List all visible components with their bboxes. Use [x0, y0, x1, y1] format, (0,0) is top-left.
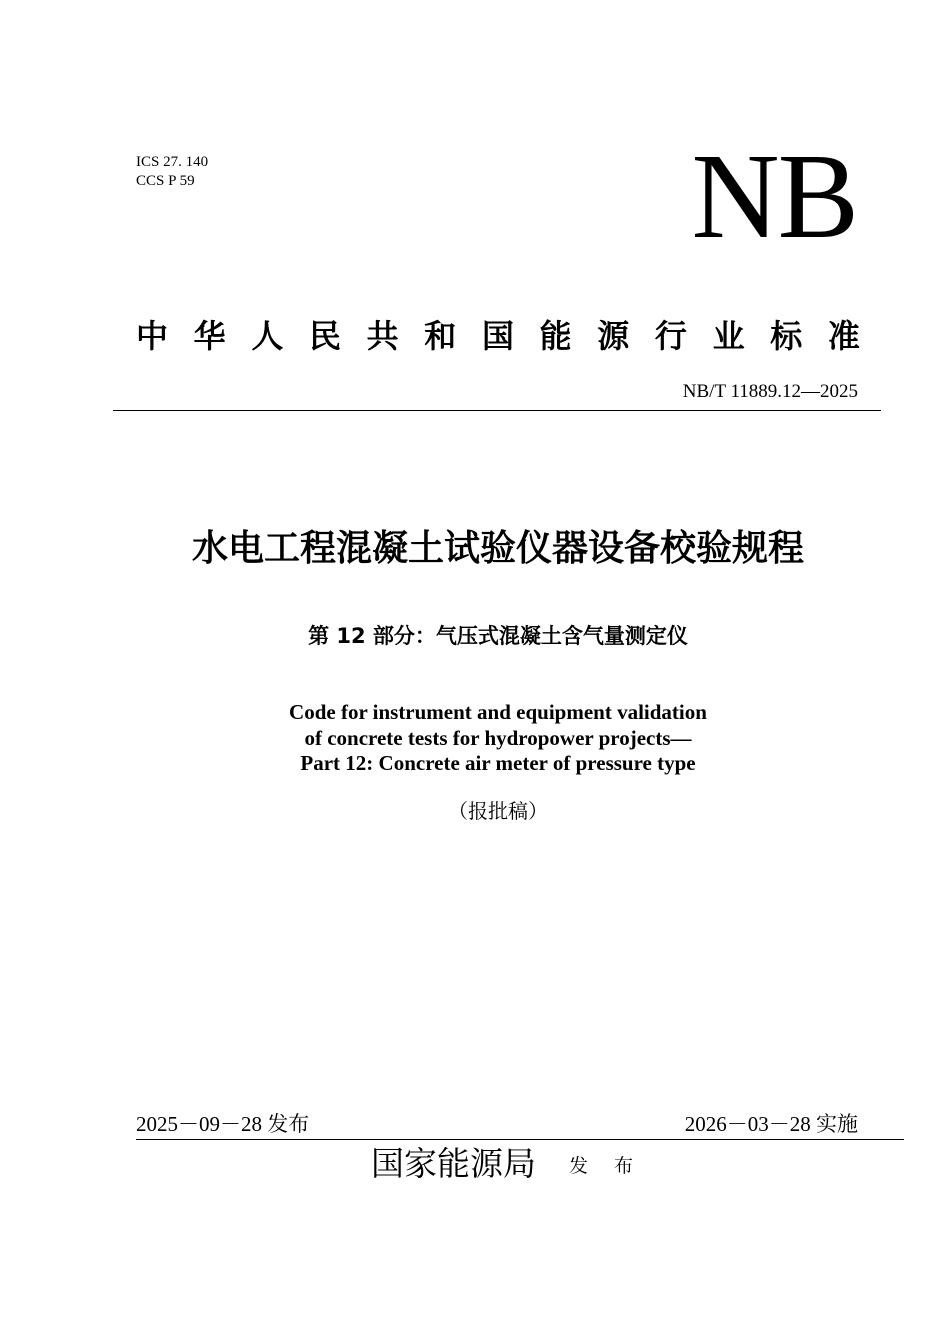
category-char: 和: [424, 317, 457, 355]
category-char: 华: [193, 317, 226, 355]
category-char: 标: [770, 317, 803, 355]
category-char: 中: [136, 317, 169, 355]
category-char: 民: [308, 317, 341, 355]
category-char: 源: [597, 317, 630, 355]
nb-logo: NB: [691, 129, 857, 264]
implement-label: 实施: [816, 1112, 858, 1136]
document-title-en-line: of concrete tests for hydropower projects—: [304, 726, 692, 750]
document-title-cn: 水电工程混凝土试验仪器设备校验规程: [191, 528, 804, 569]
top-divider: [113, 410, 881, 411]
category-char: 准: [827, 317, 860, 355]
category-char: 行: [654, 317, 687, 355]
implement-date: [685, 1110, 858, 1138]
release-label: 发布: [267, 1112, 310, 1136]
issuer-name: 国家能源局: [371, 1144, 536, 1183]
category-char: 能: [539, 317, 572, 355]
category-char: 国: [481, 317, 514, 355]
standard-number: NB/T 11889.12—2025: [682, 381, 858, 402]
release-date: [136, 1110, 309, 1138]
ics-code: ICS 27. 140: [136, 154, 209, 170]
document-title-en-line: Part 12: Concrete air meter of pressure type: [300, 751, 696, 775]
bottom-divider: [136, 1139, 904, 1140]
draft-status: （报批稿）: [448, 799, 548, 823]
category-char: 共: [366, 317, 399, 355]
ccs-code: CCS P 59: [136, 173, 195, 189]
release-date-value: 2025－09－28: [136, 1112, 262, 1136]
category-char: 业: [712, 317, 745, 355]
issue-verb: 发 布: [569, 1155, 644, 1177]
implement-date-value: 2026－03－28: [684, 1112, 811, 1136]
standard-category-title: [136, 312, 860, 360]
category-char: 人: [251, 317, 284, 355]
document-title-en-line: Code for instrument and equipment validation: [289, 700, 707, 724]
document-subtitle-cn: 第 12 部分：气压式混凝土含气量测定仪: [308, 624, 688, 648]
